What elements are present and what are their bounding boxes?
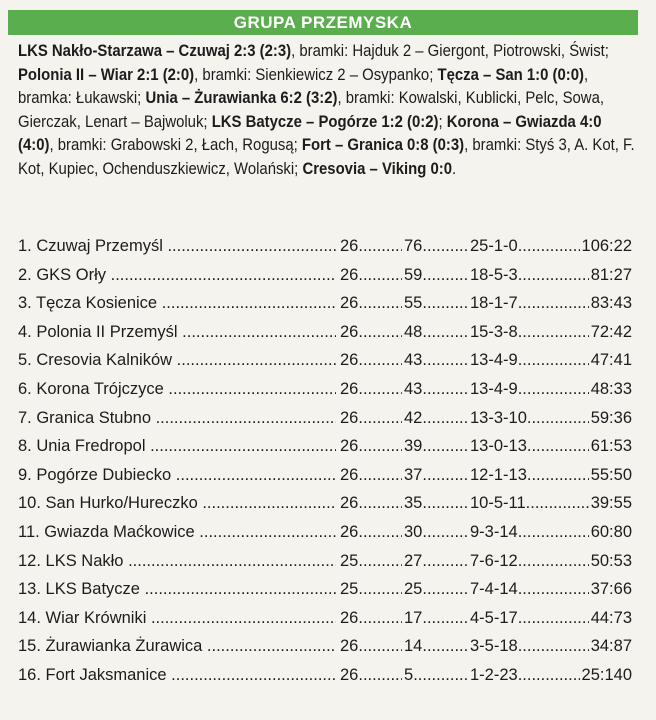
result-segment: , bramki: Grabowski 2, Łach, Rogusą; xyxy=(49,136,302,155)
table-row xyxy=(18,318,632,347)
win-draw-loss: 15-3-8 ..... xyxy=(468,318,590,347)
table-row xyxy=(18,261,632,290)
win-draw-loss: 9-3-14 ..... xyxy=(468,518,590,547)
goals: 60:80 xyxy=(589,518,632,547)
points: 43 ..... xyxy=(402,346,478,375)
matches-played: 26 ..... xyxy=(336,632,420,661)
points: 48 ..... xyxy=(402,318,478,347)
team-name: 2. GKS Orły ..... xyxy=(18,261,358,290)
points: 42 ..... xyxy=(402,404,478,433)
team-name: 5. Cresovia Kalników ..... xyxy=(18,346,358,375)
points: 25 ..... xyxy=(402,575,478,604)
result-segment: Cresovia – Viking 0:0 xyxy=(302,159,453,178)
matches-played: 26 ..... xyxy=(336,432,420,461)
league-table xyxy=(18,232,632,690)
goals: 37:66 xyxy=(589,575,632,604)
section-header: GRUPA PRZEMYSKA xyxy=(8,10,638,35)
win-draw-loss: 3-5-18 ..... xyxy=(468,632,590,661)
win-draw-loss: 12-1-13 ..... xyxy=(468,461,590,490)
result-segment: , bramki: Kowalski, Kublicki, Pelc, Sowa, Gierczak, Lenart – Bajwoluk; xyxy=(18,89,604,131)
matches-played: 26 ..... xyxy=(336,661,420,690)
table-row xyxy=(18,232,632,261)
matches-played: 26 ..... xyxy=(336,289,420,318)
result-segment: ; xyxy=(438,112,447,131)
win-draw-loss: 7-4-14 ..... xyxy=(468,575,590,604)
matches-played: 25 ..... xyxy=(336,575,420,604)
result-segment: , bramki: Hajduk 2 – Giergont, Piotrowski, Świst; xyxy=(291,42,609,60)
table-row xyxy=(18,661,632,690)
matches-played: 26 ..... xyxy=(336,518,420,547)
win-draw-loss: 4-5-17 ..... xyxy=(468,604,590,633)
table-row xyxy=(18,604,632,633)
goals: 44:73 xyxy=(589,604,632,633)
table-row xyxy=(18,346,632,375)
team-name: 12. LKS Nakło ..... xyxy=(18,547,358,576)
result-segment: LKS Batycze – Pogórze 1:2 (0:2) xyxy=(211,112,439,131)
win-draw-loss: 10-5-11 ..... xyxy=(468,489,590,518)
team-name: 15. Żurawianka Żurawica ..... xyxy=(18,632,358,661)
goals: 48:33 xyxy=(589,375,632,404)
matches-played: 26 ..... xyxy=(336,318,420,347)
points: 39 ..... xyxy=(402,432,478,461)
matches-played: 26 ..... xyxy=(336,404,420,433)
goals: 72:42 xyxy=(589,318,632,347)
goals: 25:140 xyxy=(580,661,632,690)
table-row xyxy=(18,575,632,604)
team-name: 13. LKS Batycze ..... xyxy=(18,575,358,604)
table-row xyxy=(18,404,632,433)
win-draw-loss: 13-4-9 ..... xyxy=(468,375,590,404)
matches-played: 26 ..... xyxy=(336,232,420,261)
goals: 47:41 xyxy=(589,346,632,375)
goals: 59:36 xyxy=(589,404,632,433)
team-name: 3. Tęcza Kosienice ..... xyxy=(18,289,358,318)
win-draw-loss: 13-4-9 ..... xyxy=(468,346,590,375)
table-row xyxy=(18,432,632,461)
team-name: 9. Pogórze Dubiecko ..... xyxy=(18,461,358,490)
goals: 55:50 xyxy=(589,461,632,490)
result-segment: , bramka: Łukawski; xyxy=(18,65,589,108)
team-name: 10. San Hurko/Hureczko ..... xyxy=(18,489,358,518)
result-segment: Fort – Granica 0:8 (0:3) xyxy=(301,136,465,155)
result-segment: , bramki: Styś 3, A. Kot, F. Kot, Kupiec, Ochenduszkiewicz, Wolański; xyxy=(18,136,635,178)
team-name: 11. Gwiazda Maćkowice ..... xyxy=(18,518,358,547)
win-draw-loss: 13-0-13 ..... xyxy=(468,432,590,461)
goals: 61:53 xyxy=(589,432,632,461)
result-segment: . xyxy=(452,159,457,178)
matches-played: 26 ..... xyxy=(336,461,420,490)
team-name: 8. Unia Fredropol ..... xyxy=(18,432,358,461)
win-draw-loss: 7-6-12 ..... xyxy=(468,547,590,576)
team-name: 4. Polonia II Przemyśl ..... xyxy=(18,318,358,347)
table-row xyxy=(18,461,632,490)
table-row xyxy=(18,518,632,547)
matches-played: 26 ..... xyxy=(336,604,420,633)
goals: 39:55 xyxy=(589,489,632,518)
team-name: 16. Fort Jaksmanice ..... xyxy=(18,661,358,690)
team-name: 14. Wiar Krówniki ..... xyxy=(18,604,358,633)
team-name: 7. Granica Stubno ..... xyxy=(18,404,358,433)
result-segment: Unia – Żurawianka 6:2 (3:2) xyxy=(145,89,338,108)
win-draw-loss: 18-1-7 ..... xyxy=(468,289,590,318)
goals: 106:22 xyxy=(580,232,632,261)
result-segment: Polonia II – Wiar 2:1 (2:0) xyxy=(18,65,195,84)
win-draw-loss: 18-5-3 ..... xyxy=(468,261,590,290)
points: 59 ..... xyxy=(402,261,478,290)
team-name: 6. Korona Trójczyce ..... xyxy=(18,375,358,404)
points: 35 ..... xyxy=(402,489,478,518)
points: 5 ..... xyxy=(402,661,478,690)
result-segment: Tęcza – San 1:0 (0:0) xyxy=(437,65,585,84)
points: 37 ..... xyxy=(402,461,478,490)
table-row xyxy=(18,547,632,576)
table-row xyxy=(18,632,632,661)
points: 55 ..... xyxy=(402,289,478,318)
table-row xyxy=(18,289,632,318)
goals: 83:43 xyxy=(589,289,632,318)
win-draw-loss: 13-3-10 ..... xyxy=(468,404,590,433)
result-segment: LKS Nakło-Starzawa – Czuwaj 2:3 (2:3) xyxy=(18,42,292,60)
goals: 81:27 xyxy=(589,261,632,290)
matches-played: 25 ..... xyxy=(336,547,420,576)
matches-played: 26 ..... xyxy=(336,261,420,290)
points: 14 ..... xyxy=(402,632,478,661)
result-segment: , bramki: Sienkiewicz 2 – Osypanko; xyxy=(194,65,438,84)
team-name: 1. Czuwaj Przemyśl ..... xyxy=(18,232,358,261)
goals: 34:87 xyxy=(589,632,632,661)
match-results-paragraph xyxy=(18,40,638,182)
matches-played: 26 ..... xyxy=(336,346,420,375)
matches-played: 26 ..... xyxy=(336,489,420,518)
table-row xyxy=(18,375,632,404)
win-draw-loss: 25-1-0 ..... xyxy=(468,232,590,261)
points: 27 ..... xyxy=(402,547,478,576)
table-row xyxy=(18,489,632,518)
points: 30 ..... xyxy=(402,518,478,547)
win-draw-loss: 1-2-23 ..... xyxy=(468,661,590,690)
points: 43 ..... xyxy=(402,375,478,404)
result-segment: Korona – Gwiazda 4:0 (4:0) xyxy=(18,112,602,155)
points: 17 ..... xyxy=(402,604,478,633)
matches-played: 26 ..... xyxy=(336,375,420,404)
points: 76 ..... xyxy=(402,232,478,261)
goals: 50:53 xyxy=(589,547,632,576)
